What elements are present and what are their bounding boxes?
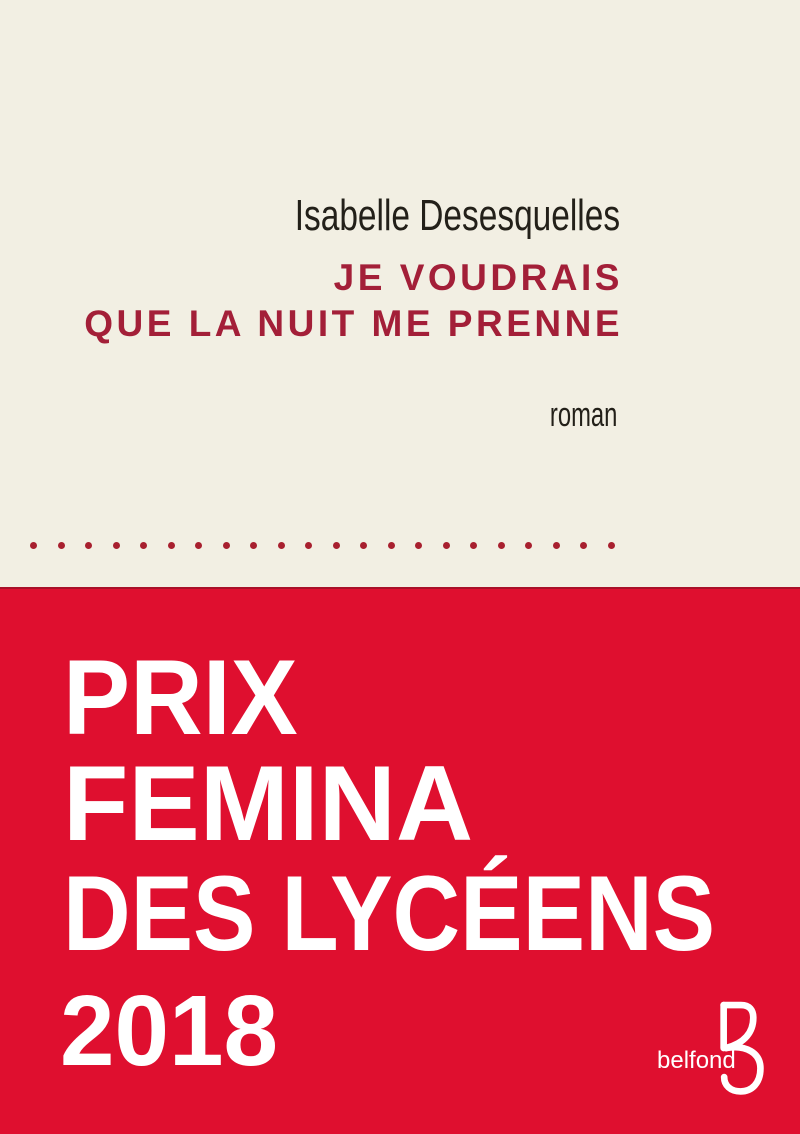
publisher-name: belfond <box>657 1047 736 1074</box>
dot <box>58 542 65 549</box>
award-line-femina: FEMINA <box>63 743 474 863</box>
dot <box>140 542 147 549</box>
dot <box>608 542 615 549</box>
dot <box>470 542 477 549</box>
dot <box>30 542 37 549</box>
dot <box>525 542 532 549</box>
dotted-separator <box>30 542 615 549</box>
book-title-line-2: QUE LA NUIT ME PRENNE <box>84 303 623 344</box>
dot <box>443 542 450 549</box>
dot <box>85 542 92 549</box>
dot <box>360 542 367 549</box>
dot <box>278 542 285 549</box>
book-title-line-1: JE VOUDRAIS <box>333 257 623 298</box>
author-name: Isabelle Desesquelles <box>294 191 620 240</box>
dot <box>113 542 120 549</box>
award-line-year: 2018 <box>60 975 279 1087</box>
genre-label: roman <box>549 396 617 434</box>
dot <box>168 542 175 549</box>
belfond-b-icon <box>714 1001 766 1095</box>
award-banner <box>0 587 800 1134</box>
award-line-prix: PRIX <box>63 637 298 757</box>
award-line-des-lyceens: DES LYCÉENS <box>63 853 716 973</box>
dot <box>223 542 230 549</box>
dot <box>250 542 257 549</box>
dot <box>333 542 340 549</box>
dot <box>195 542 202 549</box>
dot <box>580 542 587 549</box>
dot <box>553 542 560 549</box>
dot <box>388 542 395 549</box>
dot <box>305 542 312 549</box>
publisher-logo <box>0 587 800 1134</box>
dot <box>415 542 422 549</box>
dot <box>498 542 505 549</box>
